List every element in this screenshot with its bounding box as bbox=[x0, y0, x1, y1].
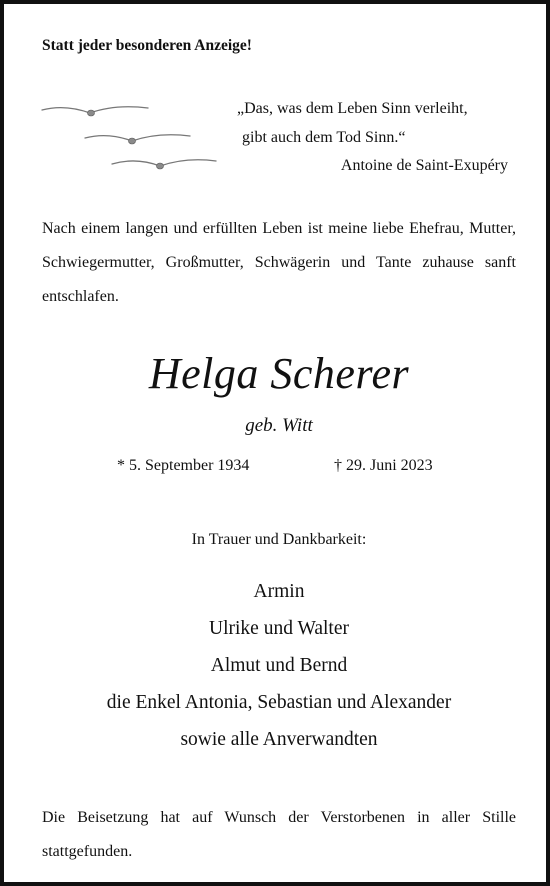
bird-2-body-icon bbox=[129, 138, 136, 144]
quote-author: Antoine de Saint-Exupéry bbox=[340, 157, 508, 174]
maiden-name: geb. Witt bbox=[245, 415, 313, 436]
quote-line-2: gibt auch dem Tod Sinn.“ bbox=[242, 129, 406, 146]
mourner-item: Almut und Bernd bbox=[210, 655, 348, 676]
bird-1-icon bbox=[42, 107, 148, 113]
notice-header: Statt jeder besonderen Anzeige! bbox=[42, 37, 252, 54]
mourner-item: Ulrike und Walter bbox=[209, 618, 349, 639]
bird-2-icon bbox=[85, 135, 190, 141]
flying-birds-icon bbox=[40, 100, 230, 180]
intro-paragraph: Nach einem langen und erfüllten Leben ist meine liebe Ehefrau, Mutter, Schwiegermutter, Großmutter, Schwägerin und Tante zuhause sanft entschlafen. bbox=[42, 220, 516, 305]
birth-date: * 5. September 1934 bbox=[117, 457, 250, 474]
bird-3-body-icon bbox=[157, 163, 164, 169]
mourner-item: sowie alle Anverwandten bbox=[180, 729, 378, 750]
funeral-paragraph: Die Beisetzung hat auf Wunsch der Verstorbenen in aller Stille stattgefunden. bbox=[42, 809, 516, 860]
bird-1-body-icon bbox=[88, 110, 95, 116]
mourners-list bbox=[4, 573, 550, 758]
deceased-name: Helga Scherer bbox=[148, 349, 410, 398]
bird-3-icon bbox=[112, 160, 216, 166]
mourner-item: die Enkel Antonia, Sebastian und Alexander bbox=[106, 692, 452, 713]
death-date: † 29. Juni 2023 bbox=[334, 457, 433, 474]
mourning-line: In Trauer und Dankbarkeit: bbox=[191, 531, 367, 548]
mourner-item: Armin bbox=[253, 581, 305, 602]
quote bbox=[237, 94, 468, 152]
quote-line-1: „Das, was dem Leben Sinn verleiht, bbox=[237, 100, 468, 117]
